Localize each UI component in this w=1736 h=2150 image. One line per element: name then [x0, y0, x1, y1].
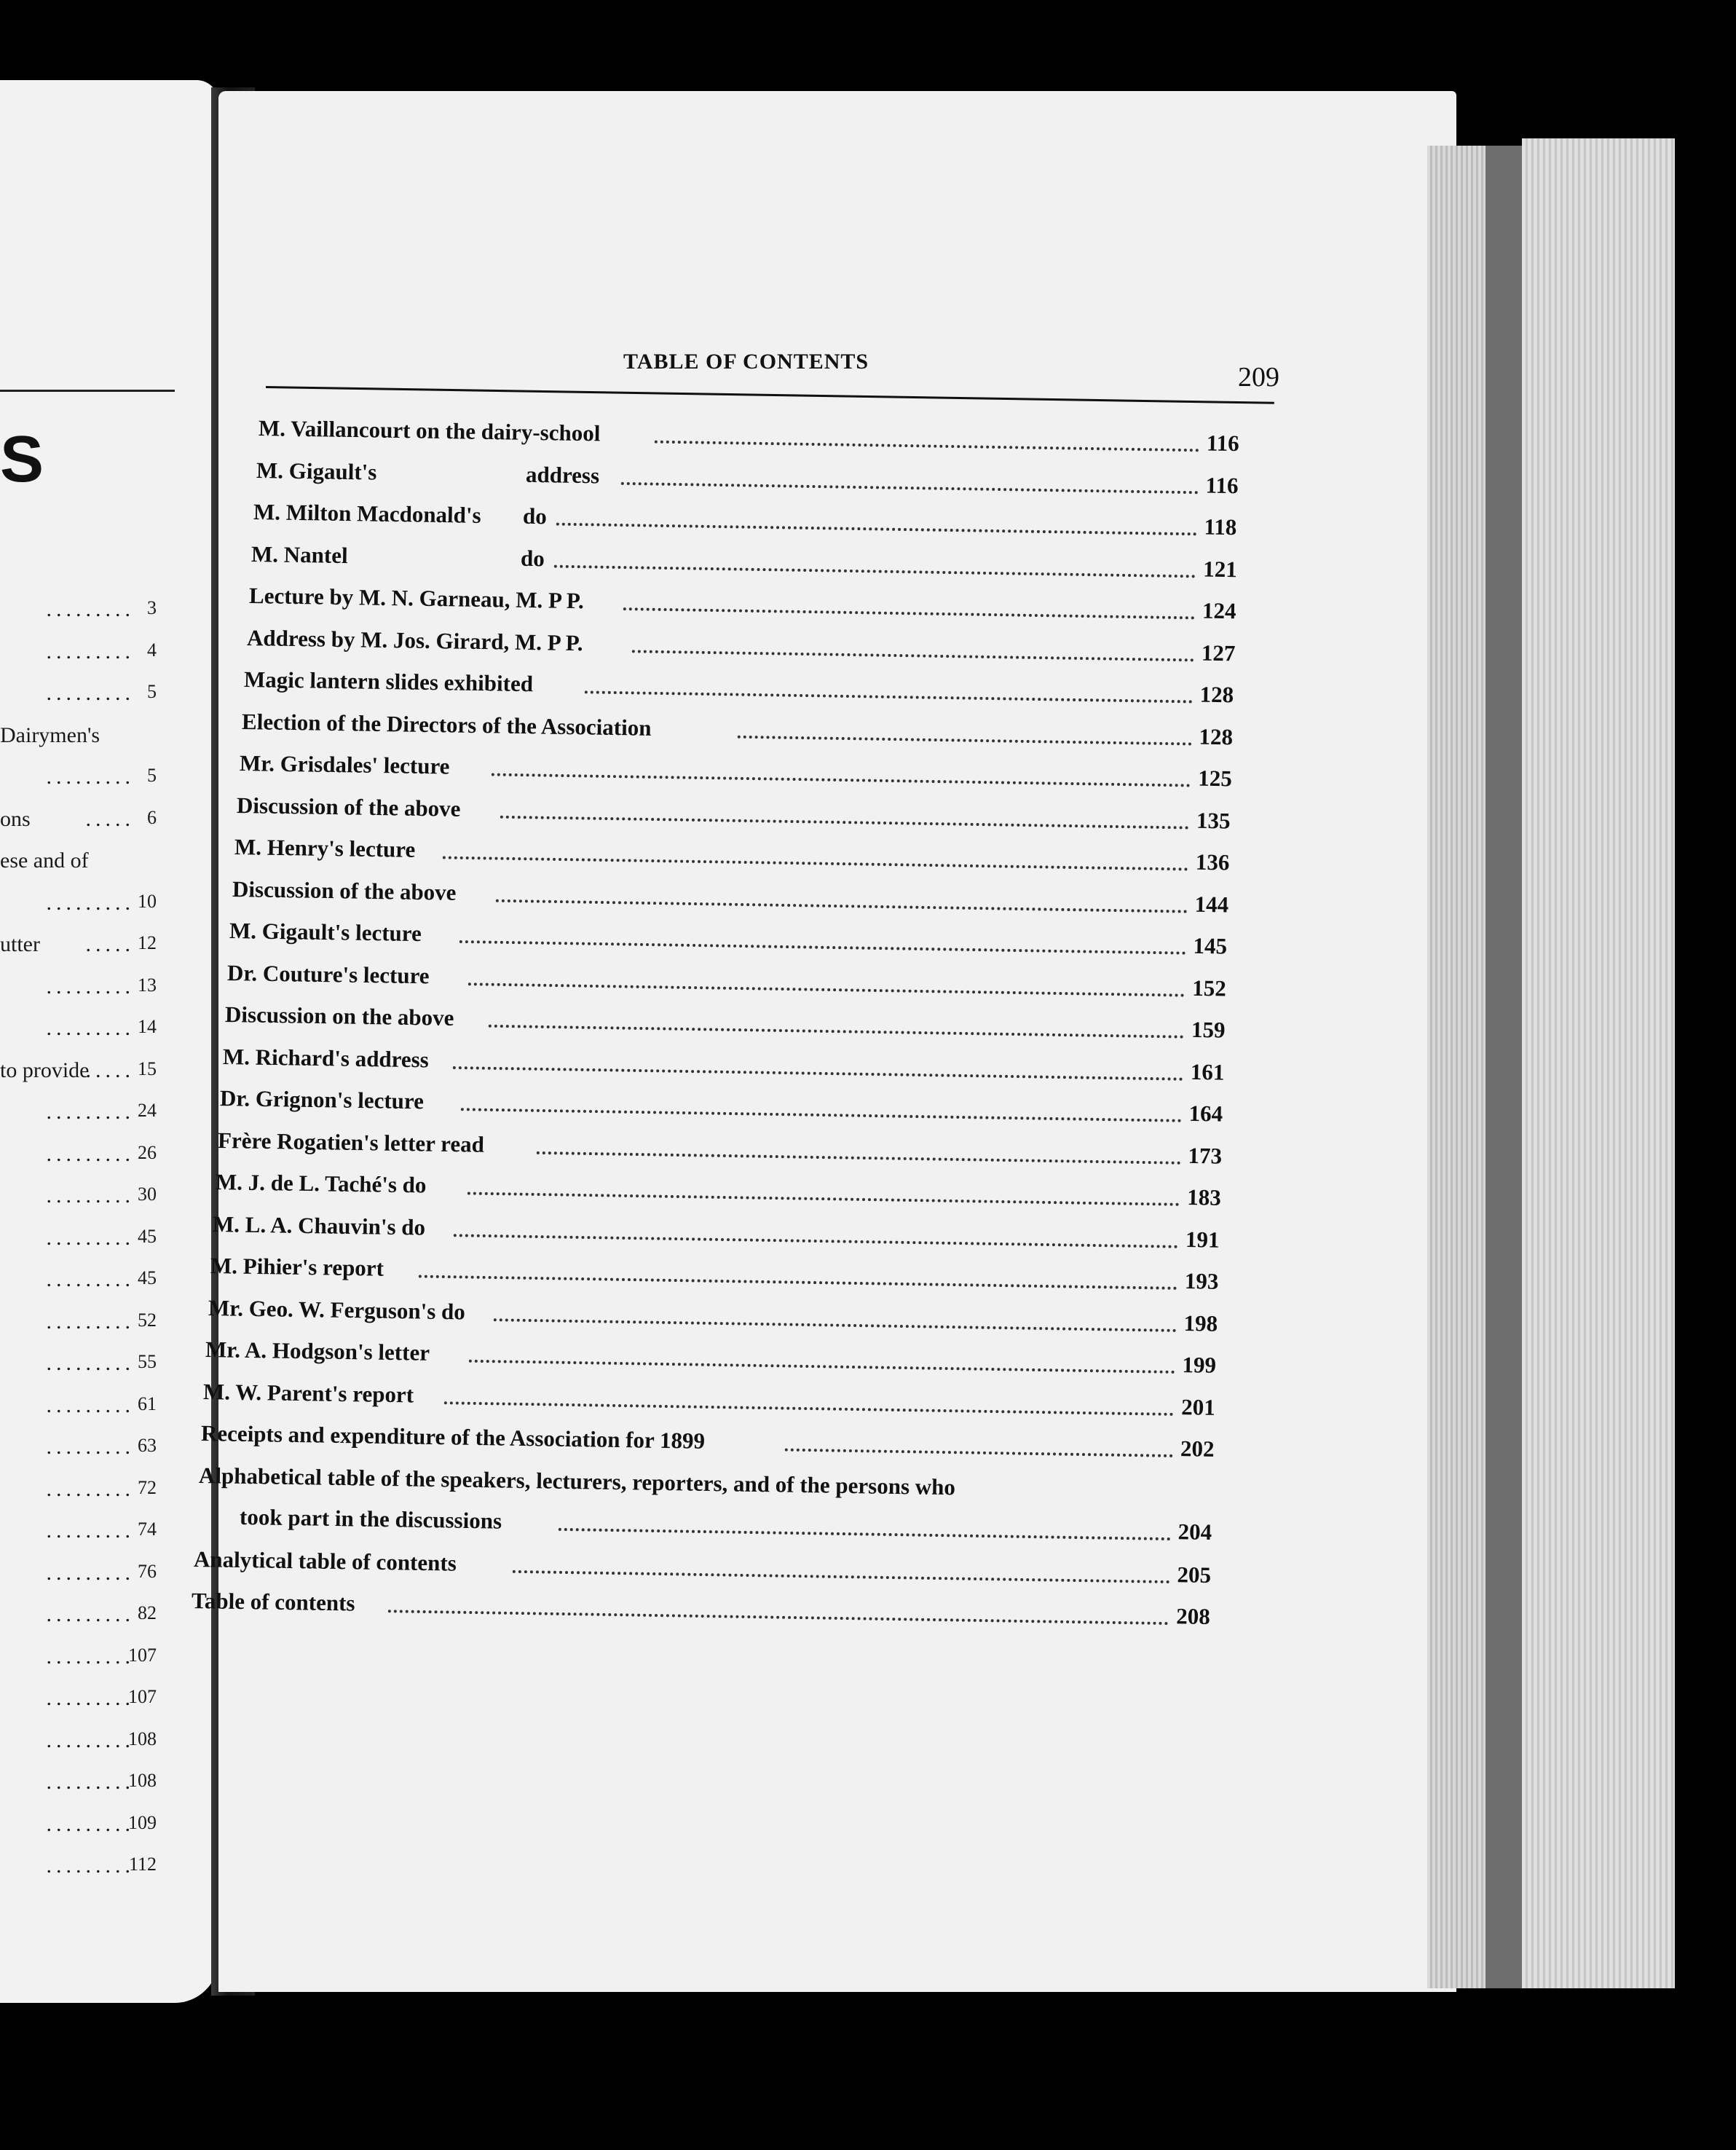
left-entry-page: 61 [138, 1393, 157, 1414]
left-entry-page: 3 [147, 597, 157, 618]
toc-page-number: 145 [1193, 932, 1228, 959]
toc-entry-title: Address by M. Jos. Girard, M. P P. [246, 624, 583, 655]
toc-entry [240, 1504, 1220, 1551]
left-entry-page: 107 [128, 1644, 157, 1666]
toc-entry-title: M. Pihier's report [210, 1253, 384, 1281]
toc-entry-title: Dr. Couture's lecture [226, 959, 430, 988]
toc-dot-leader [461, 1089, 1182, 1122]
toc-dot-leader [737, 716, 1191, 745]
toc-entry [213, 1211, 1228, 1259]
left-entry-page: 15 [138, 1058, 157, 1079]
toc-page-number: 208 [1175, 1603, 1210, 1629]
left-entry-leader: ......... [46, 1770, 135, 1794]
toc-page-number: 124 [1202, 597, 1236, 624]
toc-dot-leader [556, 504, 1197, 536]
toc-entry-title: M. Nantel [250, 540, 349, 568]
left-entry-leader: ......... [46, 1560, 135, 1585]
toc-dot-leader [444, 1382, 1175, 1416]
toc-dot-leader [459, 921, 1186, 955]
toc-page-number: 136 [1195, 848, 1230, 875]
left-entry-leader: ......... [46, 1854, 135, 1878]
left-entry-leader: ......... [46, 974, 135, 999]
toc-entry [224, 1001, 1234, 1050]
toc-dot-leader [585, 672, 1193, 703]
toc-entry-title: M. W. Parent's report [202, 1378, 414, 1408]
left-entry-leader: ......... [46, 597, 135, 621]
toc-page-number: 128 [1199, 723, 1234, 749]
toc-entry [210, 1253, 1228, 1301]
left-entry-page: 112 [128, 1854, 157, 1875]
toc-entry-title: Election of the Directors of the Association [241, 708, 652, 741]
toc-page-number: 135 [1196, 807, 1231, 833]
left-entry-leader: ......... [46, 1686, 135, 1710]
toc-entry [220, 1085, 1231, 1133]
toc-dot-leader [536, 1132, 1180, 1164]
left-entry-page: 5 [147, 681, 157, 702]
toc-entry-title: M. Henry's lecture [234, 834, 416, 862]
toc-dot-leader [492, 754, 1191, 787]
left-entry-page: 76 [138, 1560, 157, 1582]
toc-page-number: 116 [1206, 430, 1239, 457]
toc-dot-leader [388, 1591, 1169, 1625]
left-entry-page: 24 [138, 1100, 157, 1121]
toc-entry-title: M. Milton Macdonald's [253, 499, 482, 528]
left-entry-leader: ......... [46, 1016, 135, 1040]
left-entry-leader: ......... [46, 1602, 135, 1626]
toc-entry [198, 1462, 1222, 1511]
toc-page-number: 205 [1177, 1561, 1212, 1588]
left-entry-page: 45 [138, 1267, 157, 1288]
toc-dot-leader [495, 880, 1188, 913]
toc-entry-title: Discussion of the above [232, 875, 457, 905]
left-entry-page: 45 [138, 1225, 157, 1247]
toc-entry-title: M. Vaillancourt on the dairy-school [258, 415, 601, 446]
left-entry-page: 55 [138, 1351, 157, 1372]
left-entry-page: 26 [138, 1141, 157, 1163]
toc-entry-title: M. L. A. Chauvin's do [213, 1210, 426, 1240]
left-entry-leader: ..... [85, 1058, 135, 1082]
left-entry-text: ese and of [0, 848, 89, 873]
toc-dot-leader [442, 837, 1188, 870]
toc-page-number: 125 [1197, 765, 1232, 792]
toc-entry-title: Alphabetical table of the speakers, lecturers, reporters, and of the persons who [198, 1462, 955, 1500]
toc-entry-title: Table of contents [191, 1588, 355, 1616]
left-entry-leader: ......... [46, 1309, 135, 1334]
toc-entry [203, 1379, 1224, 1427]
toc-page-number: 144 [1194, 891, 1229, 917]
left-entry-leader: ......... [46, 1225, 135, 1250]
left-entry-page: 12 [138, 932, 157, 953]
toc-page-number: 199 [1182, 1352, 1217, 1378]
left-entry-leader: ......... [46, 1811, 135, 1836]
page-number: 209 [1238, 362, 1279, 393]
left-entry-leader: ......... [46, 1644, 135, 1669]
toc-entry-continuation: do [520, 545, 545, 571]
toc-dot-leader [418, 1256, 1177, 1289]
toc-page-number: 161 [1190, 1058, 1225, 1085]
left-entry-text: utter [0, 932, 40, 956]
toc-entry-title: Discussion of the above [237, 792, 462, 822]
left-entry-page: 13 [138, 974, 157, 996]
left-entry-page: 30 [138, 1184, 157, 1205]
left-entry-text: to provide [0, 1058, 90, 1082]
left-entry-text: ons [0, 806, 31, 831]
left-entry-page: 72 [138, 1476, 157, 1498]
toc-entry [222, 1044, 1233, 1092]
left-entry-leader: ......... [46, 1141, 135, 1166]
toc-entry-title: Lecture by M. N. Garneau, M. P P. [248, 583, 584, 614]
toc-entry-title: Receipts and expenditure of the Association for 1899 [200, 1420, 706, 1454]
left-entry-leader: ......... [46, 1393, 135, 1417]
toc-dot-leader [621, 462, 1199, 493]
toc-entry [251, 541, 1246, 588]
left-page-heading-fragment: S [0, 423, 44, 496]
toc-page-number: 202 [1180, 1436, 1215, 1462]
toc-entry [205, 1336, 1225, 1385]
toc-entry-title: M. Richard's address [222, 1043, 429, 1072]
left-entry-page: 52 [138, 1309, 157, 1331]
toc-entry-title: M. J. de L. Taché's do [215, 1169, 427, 1198]
toc-page-number: 193 [1184, 1268, 1219, 1294]
toc-entry-title: Frère Rogatien's letter read [217, 1127, 485, 1157]
toc-entry-continuation: address [525, 461, 600, 488]
left-entry-leader: ......... [46, 681, 135, 705]
toc-dot-leader [631, 631, 1194, 661]
toc-dot-leader [452, 1047, 1183, 1080]
toc-page-number: 204 [1177, 1519, 1212, 1545]
left-entry-leader: ......... [46, 765, 135, 789]
toc-entry [253, 499, 1247, 546]
toc-entry-title: Magic lantern slides exhibited [243, 666, 534, 697]
toc-page-number: 198 [1183, 1310, 1218, 1336]
toc-entry [194, 1546, 1220, 1594]
toc-entry-title: Analytical table of contents [193, 1545, 457, 1576]
toc-page-number: 116 [1205, 471, 1239, 498]
left-entry-leader: ......... [46, 890, 135, 915]
toc-entry-continuation: do [523, 503, 548, 529]
toc-dot-leader [469, 1341, 1175, 1374]
toc-entry [200, 1420, 1223, 1468]
toc-page-number: 159 [1191, 1016, 1226, 1043]
left-entry-page: 82 [138, 1602, 157, 1623]
toc-page-number: 128 [1199, 681, 1234, 708]
toc-entry [229, 918, 1236, 966]
toc-entry-title: took part in the discussions [239, 1504, 502, 1534]
left-entry-leader: ..... [85, 932, 135, 956]
left-entry-page: 6 [147, 806, 157, 828]
toc-page-number: 127 [1201, 639, 1236, 666]
toc-dot-leader [554, 546, 1196, 578]
left-entry-page: 108 [128, 1770, 157, 1791]
toc-entry [239, 750, 1240, 798]
toc-entry [248, 583, 1244, 630]
left-entry-leader: ......... [46, 1519, 135, 1543]
toc-dot-leader [468, 964, 1185, 996]
left-entry-page: 10 [138, 890, 157, 912]
toc-dot-leader [454, 1215, 1178, 1248]
left-entry-page: 5 [147, 765, 157, 786]
toc-page-number: 121 [1203, 556, 1238, 582]
left-entry-leader: ......... [46, 1100, 135, 1124]
left-entry-leader: ......... [46, 1435, 135, 1459]
running-head: TABLE OF CONTENTS [623, 350, 869, 374]
left-entry-page: 109 [128, 1811, 157, 1833]
toc-entry [232, 876, 1236, 924]
toc-entry-title: Mr. Grisdales' lecture [239, 750, 450, 779]
left-entry-page: 14 [138, 1016, 157, 1037]
toc-entry-title: M. Gigault's [256, 457, 377, 485]
left-entry-page: 74 [138, 1519, 157, 1540]
toc-entry [191, 1588, 1218, 1636]
left-entry-page: 107 [128, 1686, 157, 1707]
toc-dot-leader [623, 588, 1195, 619]
toc-page-number: 173 [1188, 1142, 1223, 1169]
toc-entry-title: Discussion on the above [224, 1001, 454, 1031]
toc-page-number: 191 [1185, 1226, 1220, 1253]
left-entry-leader: ......... [46, 1728, 135, 1752]
toc-page-number: 152 [1192, 974, 1227, 1001]
left-entry-page: 63 [138, 1435, 157, 1456]
left-entry-leader: ......... [46, 1351, 135, 1375]
left-entry-text: Dairymen's [0, 722, 100, 747]
toc-entry [237, 792, 1239, 840]
left-entry-leader: ......... [46, 639, 135, 663]
left-entry-leader: ......... [46, 1184, 135, 1208]
toc-entry [259, 415, 1250, 462]
toc-page-number: 183 [1186, 1184, 1221, 1210]
toc-dot-leader [500, 796, 1190, 829]
toc-dot-leader [488, 1006, 1184, 1039]
left-entry-leader: ......... [46, 1476, 135, 1501]
toc-dot-leader [559, 1509, 1172, 1540]
toc-page-number: 118 [1204, 513, 1237, 540]
toc-dot-leader [655, 422, 1199, 452]
toc-entry [218, 1127, 1231, 1176]
toc-entry [256, 457, 1247, 505]
toc-entry [234, 834, 1239, 882]
toc-entry [242, 709, 1242, 757]
toc-entry [215, 1169, 1229, 1217]
toc-dot-leader [785, 1430, 1173, 1457]
left-entry-leader: ..... [85, 806, 135, 831]
toc-entry-title: Dr. Grignon's lecture [219, 1085, 425, 1114]
toc-entry [208, 1295, 1226, 1343]
toc-dot-leader [467, 1173, 1180, 1205]
left-entry-page: 108 [128, 1728, 157, 1749]
toc-entry [246, 625, 1244, 672]
toc-entry [244, 666, 1242, 714]
toc-entry-title: M. Gigault's lecture [229, 918, 422, 947]
toc-page-number: 164 [1188, 1100, 1223, 1127]
toc-page-number: 201 [1181, 1393, 1216, 1420]
toc-dot-leader [512, 1551, 1169, 1583]
toc-entry-title: Mr. A. Hodgson's letter [205, 1336, 430, 1366]
left-entry-leader: ......... [46, 1267, 135, 1291]
toc-entry-title: Mr. Geo. W. Ferguson's do [208, 1294, 465, 1325]
left-entry-page: 4 [147, 639, 157, 661]
toc-entry [227, 960, 1235, 1008]
toc-dot-leader [494, 1299, 1177, 1332]
